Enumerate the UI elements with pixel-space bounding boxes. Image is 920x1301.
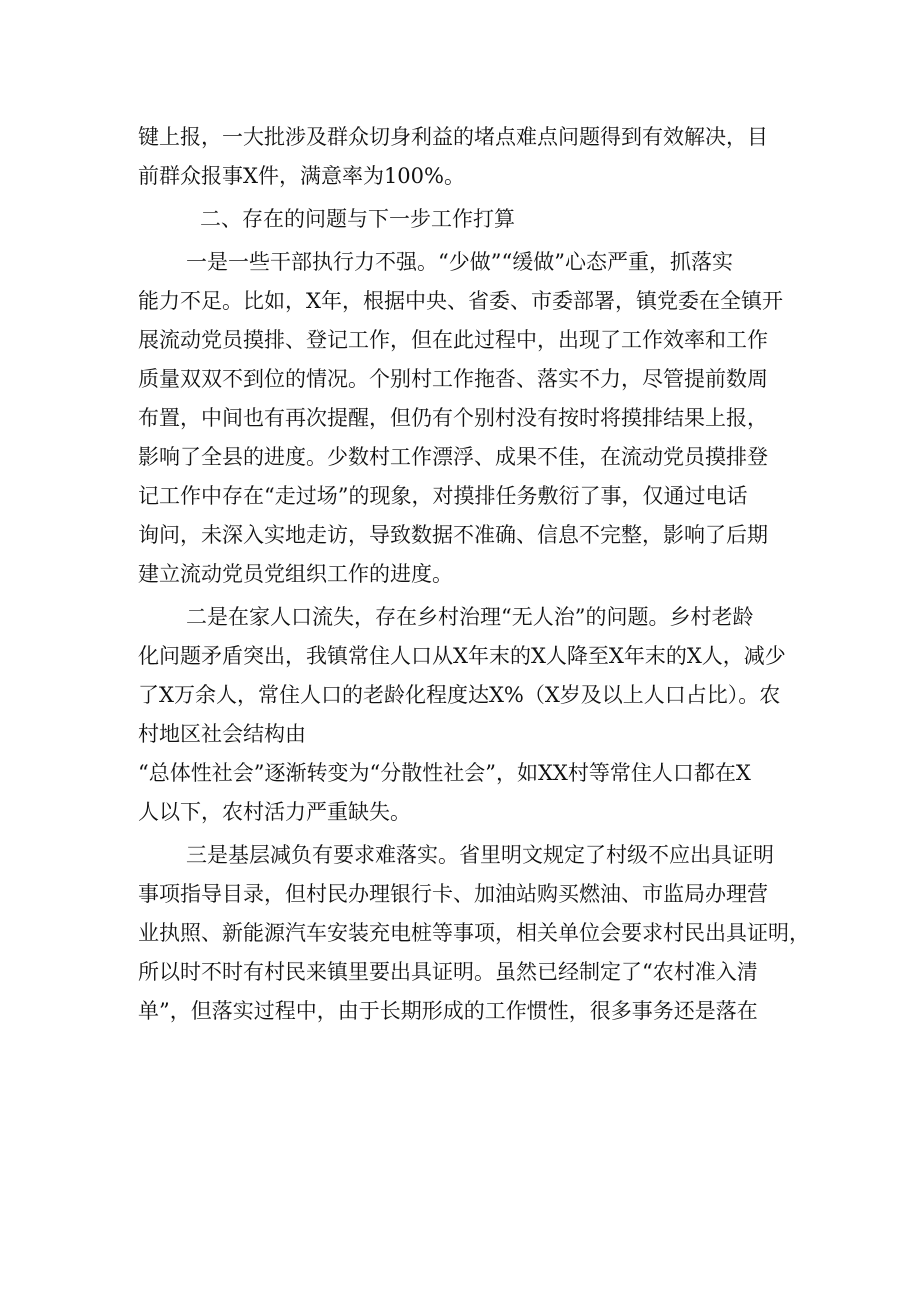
text-line: 能力不足。比如，X年，根据中央、省委、市委部署，镇党委在全镇开: [138, 289, 783, 313]
text-line: “总体性社会”逐渐转变为“分散性社会”，如XX村等常住人口都在X: [138, 761, 751, 785]
text-line: 询问，未深入实地走访，导致数据不准确、信息不完整，影响了后期: [138, 523, 768, 547]
text-line: 化问题矛盾突出，我镇常住人口从X年末的X人降至X年末的X人，减少: [138, 644, 786, 668]
text-line: 前群众报事X件，满意率为100%。: [138, 164, 465, 188]
text-line: 二是在家人口流失，存在乡村治理“无人治”的问题。乡村老龄: [186, 605, 754, 629]
text-line: 人以下，农村活力严重缺失。: [138, 800, 411, 824]
paragraph-issue-one: [138, 243, 798, 594]
text-line: 所以时不时有村民来镇里要出具证明。虽然已经制定了“农村准入清: [138, 960, 758, 984]
text-line: 单”，但落实过程中，由于长期形成的工作惯性，很多事务还是落在: [138, 999, 758, 1023]
paragraph-issue-three: [138, 836, 810, 1031]
paragraph-issue-two: [138, 598, 798, 832]
text-line: 了X万余人，常住人口的老龄化程度达X%（X岁及以上人口占比）。农: [138, 683, 781, 707]
text-line: 三是基层减负有要求难落实。省里明文规定了村级不应出具证明: [186, 843, 774, 867]
text-line: 建立流动党员党组织工作的进度。: [138, 562, 453, 586]
heading-text: 二、存在的问题与下一步工作打算: [200, 207, 515, 231]
text-line: 布置，中间也有再次提醒，但仍有个别村没有按时将摸排结果上报，: [138, 406, 768, 430]
document-body: [138, 118, 810, 1031]
text-line: 业执照、新能源汽车安装充电桩等事项，相关单位会要求村民出具证明，: [138, 921, 810, 945]
section-heading: [138, 200, 798, 239]
text-line: 质量双双不到位的情况。个别村工作拖沓、落实不力，尽管提前数周: [138, 367, 768, 391]
text-line: 影响了全县的进度。少数村工作漂浮、成果不佳，在流动党员摸排登: [138, 445, 768, 469]
text-line: 键上报，一大批涉及群众切身利益的堵点难点问题得到有效解决，目: [138, 125, 768, 149]
text-line: 事项指导目录，但村民办理银行卡、加油站购买燃油、市监局办理营: [138, 882, 768, 906]
text-line: 村地区社会结构由: [138, 722, 306, 746]
text-line: 展流动党员摸排、登记工作，但在此过程中，出现了工作效率和工作: [138, 328, 768, 352]
text-line: 一是一些干部执行力不强。“少做”“缓做”心态严重，抓落实: [186, 250, 733, 274]
paragraph-continuation: [138, 118, 798, 196]
text-line: 记工作中存在“走过场”的现象，对摸排任务敷衍了事，仅通过电话: [138, 484, 748, 508]
